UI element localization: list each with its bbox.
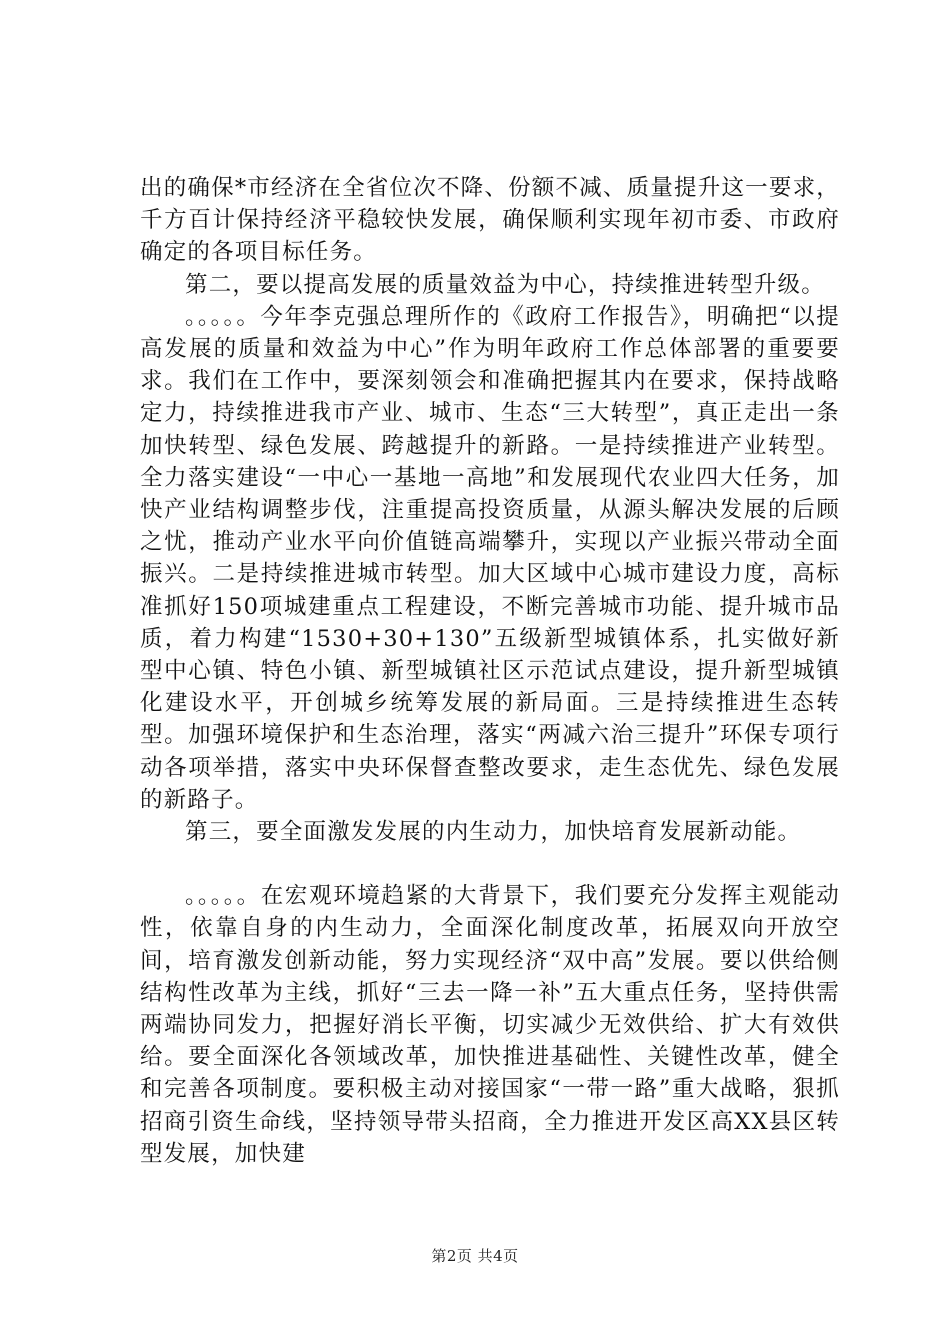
paragraph-continuation: 出的确保*市经济在全省位次不降、份额不减、质量提升这一要求，千方百计保持经济平稳较快发展，确保顺利实现年初市委、市政府确定的各项目标任务。 bbox=[140, 175, 840, 266]
paragraph-transformation: 。。。。。今年李克强总理所作的《政府工作报告》，明确把“以提高发展的质量和效益为中心”作为明年政府工作总体部署的重要要求。我们在工作中，要深刻领会和准确把握其内在要求，保持战略定力，持续推进我市产业、城市、生态“三大转型”，真正走出一条加快转型、绿色发展、跨越提升的新路。一是持续推进产业转型。全力落实建设“一中心一基地一高地”和发展现代农业四大任务，加快产业结构调整步伐，注重提高投资质量，从源头解决发展的后顾之忧，推动产业水平向价值链高端攀升，实现以产业振兴带动全面振兴。二是持续推进城市转型。加大区域中心城市建设力度，高标准抓好150项城建重点工程建设，不断完善城市功能、提升城市品质，着力构建“1530+30+130”五级新型城镇体系，扎实做好新型中心镇、特色小镇、新型城镇社区示范试点建设，提升新型城镇化建设水平，开创城乡统筹发展的新局面。三是持续推进生态转型。加强环境保护和生态治理，落实“两减六治三提升”环保专项行动各项举措，落实中央环保督查整改要求，走生态优先、绿色发展的新路子。 bbox=[140, 303, 840, 813]
page-footer: 第2页 共4页 bbox=[431, 1247, 519, 1265]
paragraph-heading-second: 第二，要以提高发展的质量效益为中心，持续推进转型升级。 bbox=[185, 271, 825, 298]
paragraph-heading-third: 第三，要全面激发发展的内生动力，加快培育发展新动能。 bbox=[185, 819, 802, 846]
document-body bbox=[140, 172, 840, 1170]
paragraph-momentum: 。。。。。在宏观环境趋紧的大背景下，我们要充分发挥主观能动性，依靠自身的内生动力，全面深化制度改革，拓展双向开放空间，培育激发创新动能，努力实现经济“双中高”发展。要以供给侧结构性改革为主线，抓好“三去一降一补”五大重点任务，坚持供需两端协同发力，把握好消长平衡，切实减少无效供给、扩大有效供给。要全面深化各领域改革，加快推进基础性、关键性改革，健全和完善各项制度。要积极主动对接国家“一带一路”重大战略，狠抓招商引资生命线，坚持领导带头招商，全力推进开发区高XX县区转型发展，加快建 bbox=[140, 883, 840, 1167]
